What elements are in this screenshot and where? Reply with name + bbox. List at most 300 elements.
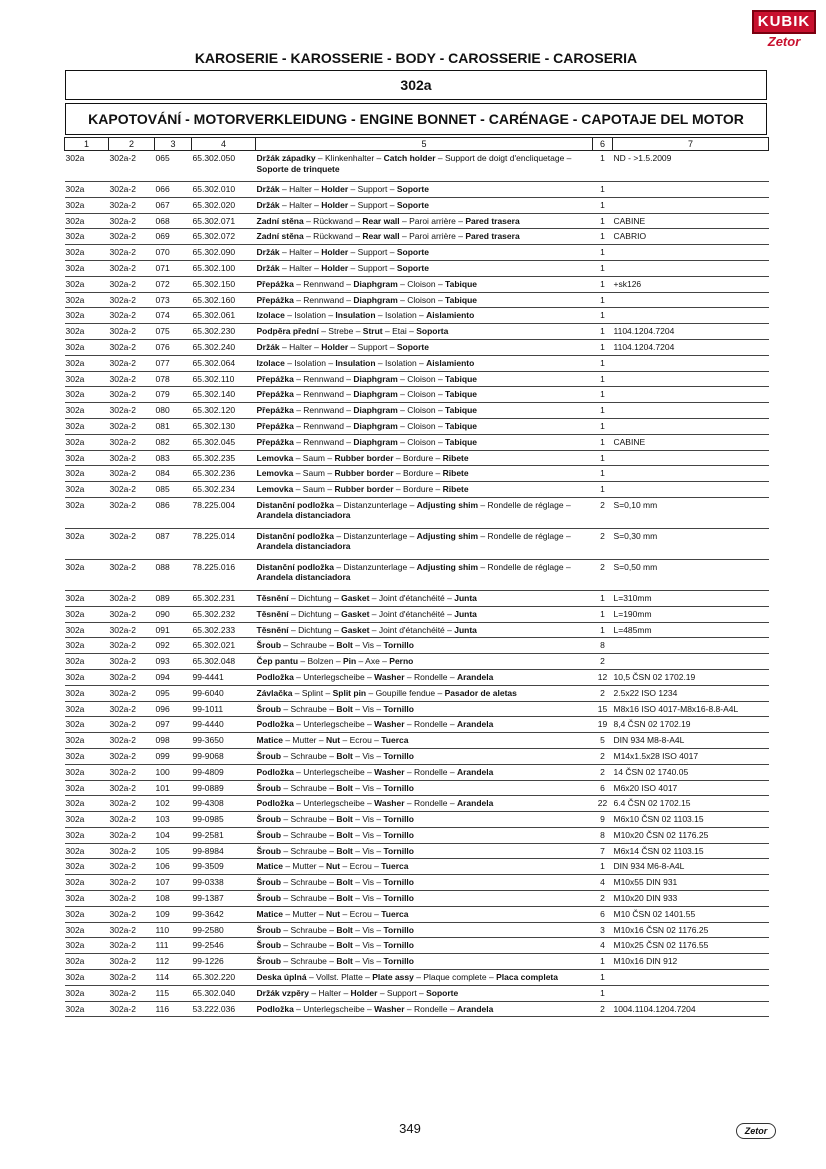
table-row [65, 434, 769, 450]
description-p4: – Cloison – [397, 373, 446, 384]
position-cell: 103 [155, 812, 192, 828]
description-p2: – Rennwand – [293, 389, 354, 400]
table-row [65, 717, 769, 733]
description-p5: Tabique [445, 436, 478, 447]
quantity-cell: 2 [593, 497, 613, 528]
description-p1: Přepážka [256, 294, 294, 305]
quantity-cell: 1 [593, 482, 613, 498]
quantity-cell: 2 [593, 748, 613, 764]
group-cell: 302a [65, 260, 109, 276]
description-p3: Rubber border [334, 468, 394, 479]
table-body [65, 151, 769, 1017]
description-p5: Pasador de aletas [444, 687, 517, 698]
description-p2: – Rennwand – [293, 436, 354, 447]
group-cell: 302a [65, 355, 109, 371]
position-cell: 109 [155, 906, 192, 922]
description-p1: Šroub [256, 782, 282, 793]
table-row [65, 497, 769, 528]
description-p2: – Schraube – [281, 845, 337, 856]
note-cell: 2.5x22 ISO 1234 [613, 685, 769, 701]
table-row [65, 339, 769, 355]
group-cell: 302a [65, 1001, 109, 1017]
description-cell [256, 339, 593, 355]
description-p1: Těsnění [256, 592, 289, 603]
table-row [65, 796, 769, 812]
description-p1: Deska úplná [256, 972, 307, 983]
description-cell [256, 985, 593, 1001]
description-p1: Zadní stěna [256, 215, 304, 226]
note-cell: L=310mm [613, 590, 769, 606]
description-p1: Lemovka [256, 452, 294, 463]
figure-cell: 302a-2 [109, 229, 155, 245]
group-cell: 302a [65, 482, 109, 498]
column-header: 2 [109, 138, 155, 151]
table-row [65, 260, 769, 276]
table-row [65, 151, 769, 182]
note-cell [613, 450, 769, 466]
position-cell: 088 [155, 559, 192, 590]
description-p3: Rear wall [362, 231, 400, 242]
description-cell [256, 151, 593, 182]
description-cell [256, 182, 593, 198]
description-p4: – Cloison – [397, 278, 446, 289]
table-row [65, 812, 769, 828]
position-cell: 078 [155, 371, 192, 387]
description-p3: Bolt [336, 940, 353, 951]
part-number-cell: 53.222.036 [192, 1001, 256, 1017]
description-cell [256, 843, 593, 859]
description-p2: – Saum – [293, 484, 335, 495]
description-p1: Těsnění [256, 624, 289, 635]
description-cell [256, 450, 593, 466]
part-number-cell: 65.302.160 [192, 292, 256, 308]
position-cell: 110 [155, 922, 192, 938]
description-p3: Nut [325, 735, 341, 746]
quantity-cell: 1 [593, 371, 613, 387]
description-p5: Tornillo [383, 893, 414, 904]
description-p5: Tornillo [383, 750, 414, 761]
table-row [65, 701, 769, 717]
description-p5: Soporte [396, 199, 429, 210]
note-cell: M10x20 DIN 933 [613, 891, 769, 907]
quantity-cell: 1 [593, 339, 613, 355]
description-cell [256, 922, 593, 938]
description-p1: Šroub [256, 940, 282, 951]
description-p1: Podložka [256, 1003, 294, 1014]
note-cell: M10x55 DIN 931 [613, 875, 769, 891]
table-row [65, 355, 769, 371]
description-p5: Tuerca [381, 735, 409, 746]
table-row [65, 669, 769, 685]
position-cell: 071 [155, 260, 192, 276]
position-cell: 095 [155, 685, 192, 701]
footer-zetor-logo: Zetor [736, 1123, 776, 1139]
description-p3: Holder [321, 341, 349, 352]
position-cell: 105 [155, 843, 192, 859]
description-p3: Nut [325, 908, 341, 919]
description-p1: Šroub [256, 814, 282, 825]
position-cell: 107 [155, 875, 192, 891]
note-cell [613, 260, 769, 276]
group-cell: 302a [65, 339, 109, 355]
table-row [65, 197, 769, 213]
group-cell: 302a [65, 151, 109, 182]
description-p3: Diaphgram [353, 278, 398, 289]
description-p3: Bolt [336, 829, 353, 840]
figure-cell: 302a-2 [109, 669, 155, 685]
description-p2: – Bolzen – [298, 656, 343, 667]
table-row [65, 685, 769, 701]
description-p3: Holder [350, 987, 378, 998]
position-cell: 084 [155, 466, 192, 482]
description-cell [256, 466, 593, 482]
description-p4: – Vis – [352, 782, 384, 793]
description-p5: Tornillo [383, 956, 414, 967]
description-p3: Adjusting shim [416, 499, 479, 510]
quantity-cell: 1 [593, 276, 613, 292]
description-cell [256, 859, 593, 875]
description-p4: – Bordure – [393, 484, 443, 495]
position-cell: 094 [155, 669, 192, 685]
description-p5: Tornillo [383, 877, 414, 888]
figure-cell: 302a-2 [109, 418, 155, 434]
description-p4: – Vis – [352, 640, 384, 651]
description-p1: Držák [256, 262, 280, 273]
description-p5: Tuerca [381, 861, 409, 872]
description-p5: Tornillo [383, 924, 414, 935]
figure-cell: 302a-2 [109, 748, 155, 764]
part-number-cell: 78.225.016 [192, 559, 256, 590]
figure-cell: 302a-2 [109, 875, 155, 891]
note-cell [613, 970, 769, 986]
table-row [65, 528, 769, 559]
description-p2: – Vollst. Platte – [306, 972, 373, 983]
description-p4: – Ecrou – [340, 735, 382, 746]
position-cell: 101 [155, 780, 192, 796]
figure-cell: 302a-2 [109, 606, 155, 622]
figure-cell: 302a-2 [109, 954, 155, 970]
description-p3: Gasket [341, 592, 370, 603]
description-p2: – Dichtung – [288, 624, 342, 635]
description-p2: – Unterlegscheibe – [293, 798, 375, 809]
group-cell: 302a [65, 371, 109, 387]
description-cell [256, 875, 593, 891]
description-p4: – Vis – [352, 940, 384, 951]
part-number-cell: 65.302.220 [192, 970, 256, 986]
position-cell: 102 [155, 796, 192, 812]
figure-cell: 302a-2 [109, 403, 155, 419]
description-p3: Rubber border [334, 452, 394, 463]
description-p5: Soporte [396, 341, 429, 352]
part-number-cell: 99-1387 [192, 891, 256, 907]
position-cell: 097 [155, 717, 192, 733]
description-p1: Přepážka [256, 389, 294, 400]
figure-cell: 302a-2 [109, 843, 155, 859]
description-cell [256, 685, 593, 701]
group-cell: 302a [65, 985, 109, 1001]
position-cell: 115 [155, 985, 192, 1001]
quantity-cell: 1 [593, 954, 613, 970]
description-p5: Arandela distanciadora [256, 572, 351, 583]
position-cell: 089 [155, 590, 192, 606]
description-cell [256, 197, 593, 213]
description-cell [256, 260, 593, 276]
group-cell: 302a [65, 764, 109, 780]
position-cell: 072 [155, 276, 192, 292]
description-p2: – Schraube – [281, 940, 337, 951]
description-p4: – Cloison – [397, 420, 446, 431]
description-p3: Rear wall [362, 215, 400, 226]
description-p1: Zadní stěna [256, 231, 304, 242]
description-p2: – Distanzunterlage – [333, 530, 417, 541]
quantity-cell: 22 [593, 796, 613, 812]
quantity-cell: 6 [593, 780, 613, 796]
description-cell [256, 701, 593, 717]
description-p2: – Rennwand – [293, 294, 354, 305]
description-p1: Distanční podložka [256, 530, 334, 541]
table-row [65, 308, 769, 324]
position-cell: 091 [155, 622, 192, 638]
description-p5: Arandela distanciadora [256, 541, 351, 552]
description-p1: Držák [256, 341, 280, 352]
description-p5: Soporte [426, 987, 459, 998]
note-cell: M14x1.5x28 ISO 4017 [613, 748, 769, 764]
group-cell: 302a [65, 590, 109, 606]
part-number-cell: 99-3650 [192, 733, 256, 749]
table-row [65, 324, 769, 340]
table-row [65, 559, 769, 590]
parts-table [64, 137, 769, 1017]
description-p2: – Schraube – [281, 893, 337, 904]
description-p2: – Schraube – [281, 703, 337, 714]
table-row [65, 466, 769, 482]
group-cell: 302a [65, 922, 109, 938]
part-number-cell: 99-2581 [192, 827, 256, 843]
description-p3: Insulation [335, 357, 376, 368]
description-p2: – Saum – [293, 452, 335, 463]
description-p4: – Vis – [352, 845, 384, 856]
part-number-cell: 65.302.021 [192, 638, 256, 654]
part-number-cell: 65.302.233 [192, 622, 256, 638]
description-cell [256, 371, 593, 387]
description-cell [256, 669, 593, 685]
description-p4: – Plaque complete – [413, 972, 497, 983]
description-p4: – Vis – [352, 829, 384, 840]
group-cell: 302a [65, 812, 109, 828]
description-cell [256, 324, 593, 340]
group-cell: 302a [65, 780, 109, 796]
note-cell: M10x25 ČSN 02 1176.55 [613, 938, 769, 954]
position-cell: 087 [155, 528, 192, 559]
quantity-cell: 1 [593, 260, 613, 276]
description-p4: – Support – [377, 987, 427, 998]
description-p2: – Halter – [279, 199, 322, 210]
figure-cell: 302a-2 [109, 985, 155, 1001]
description-p2: – Schraube – [281, 877, 337, 888]
description-p2: – Rückwand – [303, 231, 363, 242]
part-number-cell: 65.302.130 [192, 418, 256, 434]
note-cell [613, 654, 769, 670]
position-cell: 104 [155, 827, 192, 843]
quantity-cell: 1 [593, 151, 613, 182]
group-cell: 302a [65, 938, 109, 954]
figure-cell: 302a-2 [109, 590, 155, 606]
group-cell: 302a [65, 843, 109, 859]
figure-cell: 302a-2 [109, 827, 155, 843]
description-cell [256, 1001, 593, 1017]
description-p5: Tornillo [383, 782, 414, 793]
description-p1: Držák vzpěry [256, 987, 309, 998]
description-p3: Adjusting shim [416, 561, 479, 572]
quantity-cell: 1 [593, 308, 613, 324]
description-p5: Tornillo [383, 829, 414, 840]
quantity-cell: 1 [593, 970, 613, 986]
description-p4: – Support – [348, 247, 397, 258]
description-p5: Ribete [442, 468, 469, 479]
description-p5: Tabique [445, 389, 478, 400]
part-number-cell: 99-9068 [192, 748, 256, 764]
position-cell: 075 [155, 324, 192, 340]
description-p4: – Paroi arrière – [399, 215, 466, 226]
description-p5: Tabique [445, 278, 478, 289]
description-p4: – Support – [348, 341, 397, 352]
description-p4: – Cloison – [397, 436, 446, 447]
position-cell: 112 [155, 954, 192, 970]
description-p2: – Rennwand – [293, 405, 354, 416]
part-number-cell: 65.302.072 [192, 229, 256, 245]
description-p4: – Goupille fendue – [366, 687, 445, 698]
description-p2: – Rennwand – [293, 278, 354, 289]
group-cell: 302a [65, 954, 109, 970]
table-row [65, 245, 769, 261]
note-cell: M6x14 ČSN 02 1103.15 [613, 843, 769, 859]
description-p1: Závlačka [256, 687, 293, 698]
description-p3: Diaphgram [353, 294, 398, 305]
description-p3: Adjusting shim [416, 530, 479, 541]
note-cell [613, 482, 769, 498]
note-cell: DIN 934 M8-8-A4L [613, 733, 769, 749]
figure-cell: 302a-2 [109, 213, 155, 229]
note-cell: S=0,30 mm [613, 528, 769, 559]
figure-cell: 302a-2 [109, 701, 155, 717]
figure-cell: 302a-2 [109, 733, 155, 749]
description-p1: Šroub [256, 877, 282, 888]
description-cell [256, 780, 593, 796]
description-cell [256, 938, 593, 954]
quantity-cell: 1 [593, 197, 613, 213]
kubik-zetor-logo [752, 10, 816, 52]
description-p2: – Unterlegscheibe – [293, 1003, 375, 1014]
group-cell: 302a [65, 859, 109, 875]
table-row [65, 450, 769, 466]
column-header: 5 [256, 138, 593, 151]
description-p2: – Schraube – [281, 956, 337, 967]
description-cell [256, 559, 593, 590]
quantity-cell: 7 [593, 843, 613, 859]
table-row [65, 875, 769, 891]
description-p1: Držák západky [256, 153, 316, 163]
description-p1: Šroub [256, 893, 282, 904]
quantity-cell: 1 [593, 606, 613, 622]
part-number-cell: 99-1226 [192, 954, 256, 970]
description-p4: – Joint d'étanchéité – [369, 624, 455, 635]
group-cell: 302a [65, 213, 109, 229]
description-cell [256, 229, 593, 245]
description-p3: Washer [374, 719, 405, 730]
description-p4: – Rondelle de réglage – [478, 499, 571, 510]
position-cell: 114 [155, 970, 192, 986]
position-cell: 067 [155, 197, 192, 213]
group-cell: 302a [65, 387, 109, 403]
quantity-cell: 2 [593, 685, 613, 701]
description-p2: – Schraube – [281, 814, 337, 825]
part-number-cell: 99-4440 [192, 717, 256, 733]
table-row [65, 970, 769, 986]
part-number-cell: 78.225.004 [192, 497, 256, 528]
part-number-cell: 99-0338 [192, 875, 256, 891]
column-header: 1 [65, 138, 109, 151]
description-p3: Bolt [336, 640, 353, 651]
description-p2: – Halter – [279, 341, 322, 352]
figure-cell: 302a-2 [109, 339, 155, 355]
description-p1: Přepážka [256, 278, 294, 289]
group-cell: 302a [65, 497, 109, 528]
table-header-row [65, 138, 769, 151]
table-row [65, 1001, 769, 1017]
description-p4: – Vis – [352, 893, 384, 904]
position-cell: 093 [155, 654, 192, 670]
description-p1: Matice [256, 861, 283, 872]
group-cell: 302a [65, 875, 109, 891]
figure-cell: 302a-2 [109, 260, 155, 276]
description-cell [256, 418, 593, 434]
logo-zetor-text: Zetor [767, 34, 801, 49]
table-row [65, 938, 769, 954]
table-row [65, 954, 769, 970]
quantity-cell: 4 [593, 938, 613, 954]
section-subtitle: KAPOTOVÁNÍ - MOTORVERKLEIDUNG - ENGINE BONNET - CARÉNAGE - CAPOTAJE DEL MOTOR [65, 103, 767, 135]
description-cell [256, 497, 593, 528]
description-p2: – Schraube – [281, 640, 337, 651]
description-cell [256, 213, 593, 229]
description-cell [256, 528, 593, 559]
description-p1: Šroub [256, 924, 282, 935]
quantity-cell: 1 [593, 590, 613, 606]
description-p2: – Halter – [279, 262, 322, 273]
part-number-cell: 65.302.232 [192, 606, 256, 622]
position-cell: 106 [155, 859, 192, 875]
part-number-cell: 65.302.140 [192, 387, 256, 403]
description-p4: – Vis – [352, 877, 384, 888]
group-cell: 302a [65, 701, 109, 717]
note-cell: 10,5 ČSN 02 1702.19 [613, 669, 769, 685]
description-cell [256, 654, 593, 670]
description-p2: – Schraube – [281, 750, 337, 761]
description-p5: Tornillo [383, 940, 414, 951]
figure-cell: 302a-2 [109, 450, 155, 466]
quantity-cell: 2 [593, 1001, 613, 1017]
quantity-cell: 1 [593, 182, 613, 198]
description-p3: Diaphgram [353, 389, 398, 400]
figure-cell: 302a-2 [109, 1001, 155, 1017]
description-p5: Perno [389, 656, 414, 667]
description-p5: Pared trasera [465, 231, 520, 242]
table-row [65, 590, 769, 606]
part-number-cell: 99-6040 [192, 685, 256, 701]
description-p3: Washer [374, 671, 405, 682]
description-p3: Insulation [335, 310, 376, 321]
description-p5: Tornillo [383, 814, 414, 825]
